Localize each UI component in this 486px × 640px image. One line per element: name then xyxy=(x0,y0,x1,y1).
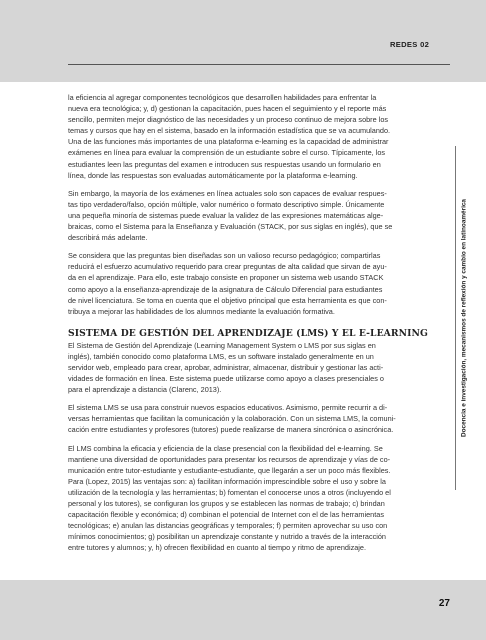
paragraph-1: la eficiencia al agregar componentes tecnológicos que desarrollen habilidades para enfrentar la nueva era tecnológica; y, d) gestionan la capacitación, pues hacen el seguimiento y el reporte más sencillo, permiten mejor diagnóstico de las necesidades y un proceso continuo de mejora sobre los temas y cursos que hay en el sistema, basado en la información estadística que se va acumulando. Una de las funciones más importantes de una plataforma e-learning es la capacidad de administrar exámenes en línea para evaluar la comprensión de un estudiante sobre el curso. Típicamente, los estudiantes leen las preguntas del examen e introducen sus respuestas usando un formulario en línea, donde las respuestas son evaluadas automáticamente por la plataforma e-learning. xyxy=(68,93,391,180)
paragraph-4: El Sistema de Gestión del Aprendizaje (Learning Management System o LMS por sus siglas en inglés), también conocido como plataforma LMS, es un software instalado generalmente en un servidor web, empleado para crear, aprobar, administrar, almacenar, distribuir y gestionar las acti- vidades de formación en línea. Este sistema puede utilizarse como apoyo a clases presenciales o para el aprendizaje a distancia (Clarenc, 2013). xyxy=(68,340,384,395)
header-rule xyxy=(68,64,450,65)
section-heading: SISTEMA DE GESTIÓN DEL APRENDIZAJE (LMS) Y EL E-LEARNING xyxy=(68,327,428,339)
sidebar-vertical-text: Docencia e investigación, mecanismos de reflexión y cambio en latinoamérica xyxy=(460,199,468,437)
page-number: 27 xyxy=(438,598,450,609)
running-header: REDES 02 xyxy=(390,40,430,49)
body-text xyxy=(68,92,450,560)
sidebar-tab xyxy=(455,146,471,490)
paragraph-3: Se considera que las preguntas bien diseñadas son un valioso recurso pedagógico; compartirlas reducirá el esfuerzo acumulativo requerido para crear preguntas de alta calidad que sirvan de ayu- da en el aprendizaje. Para ello, este trabajo consiste en proponer un sistema web usando STACK como apoyo a la enseñanza-aprendizaje de la asignatura de Cálculo Diferencial para estudiantes de nivel licenciatura. Se toma en cuenta que el objetivo principal que esta herramienta es que con- tribuya a mejorar las habilidades de los alumnos mediante la evaluación formativa. xyxy=(68,251,387,316)
paragraph-5: El sistema LMS se usa para construir nuevos espacios educativos. Asimismo, permite recurrir a di- versas herramientas que facilitan la comunicación y la colaboración. Con un sistema LMS, la comuni- cación entre estudiantes y profesores (tutores) puede realizarse de manera sincrónica o asincrónica. xyxy=(68,403,396,435)
bottom-band xyxy=(0,580,486,640)
paragraph-2: Sin embargo, la mayoría de los exámenes en línea actuales solo son capaces de evaluar respues- tas tipo verdadero/falso, opción múltiple, valor numérico o formato descriptivo simple. Únicamente una pequeña minoría de sistemas puede evaluar la validez de las expresiones matemáticas alge- braicas, como el Sistema para la Enseñanza y Evaluación (STACK, por sus siglas en inglés), que se describirá más adelante. xyxy=(68,188,393,243)
sidebar-rule xyxy=(455,146,456,490)
paragraph-6: El LMS combina la eficacia y eficiencia de la clase presencial con la flexibilidad del e-learning. Se mantiene una diversidad de oportunidades para presentar los recursos de aprendizaje y vías de co- municación entre tutor-estudiante y estudiante-estudiante, que llegarán a ser un poco más flexibles. Para (Lopez, 2015) las ventajas son: a) facilitan información imprescindible sobre el uso y sobre la utilización de la tecnología y las herramientas; b) fomentan el conocerse unos a otros (incluyendo el personal y los tutores), se configuran los grupos y se establecen las normas de trabajo; c) brindan capacitación flexible y económica; d) combinan el potencial de Internet con el de las herramientas tecnológicas; e) anulan las distancias geográficas y temporales; f) permiten aprovechar su uso con mínimos conocimientos; g) posibilitan un aprendizaje constante y nutrido a través de la interacción entre tutores y alumnos; y, h) ofrecen flexibilidad en cuanto al tiempo y ritmo de aprendizaje. xyxy=(68,443,391,553)
